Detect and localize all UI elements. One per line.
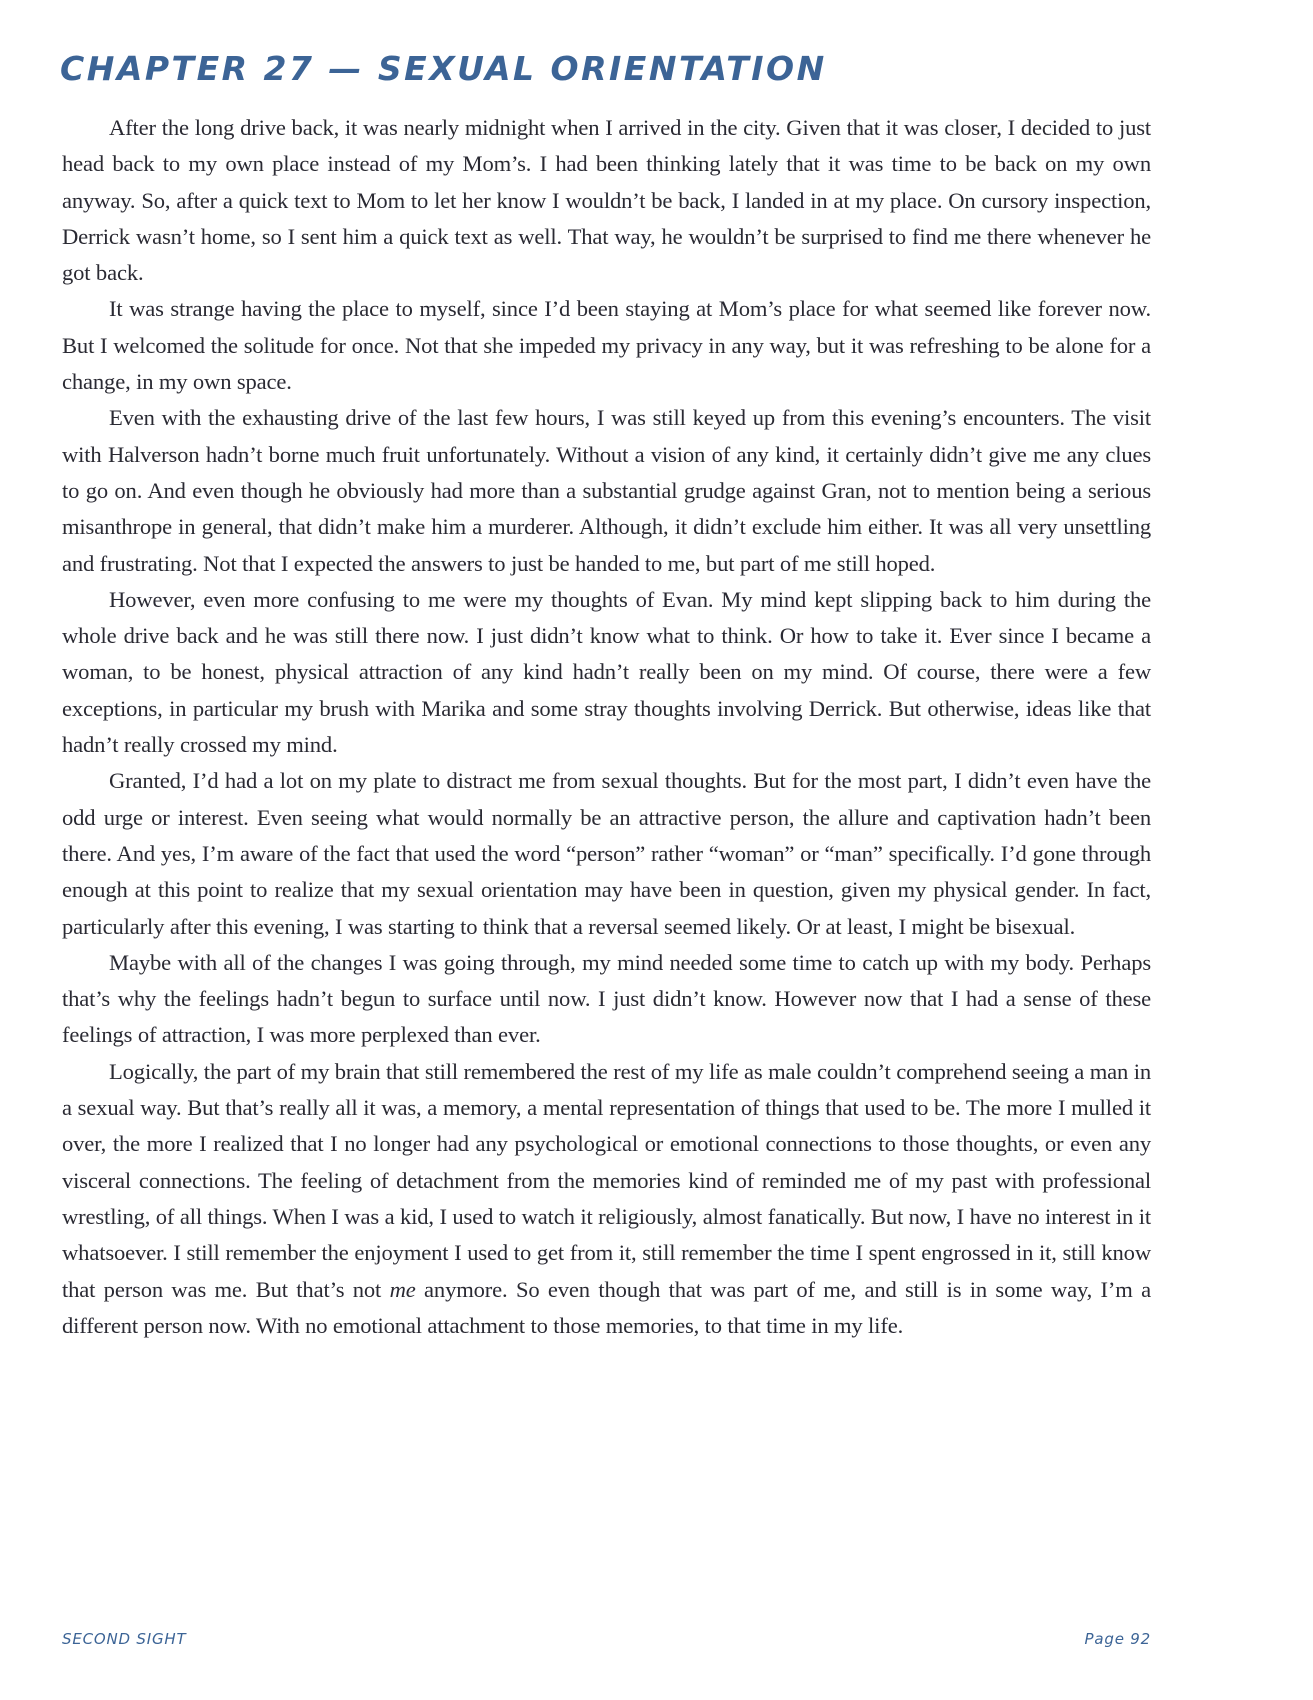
paragraph: Even with the exhausting drive of the last few hours, I was still keyed up from this evening’s encounters. The visit with Halverson hadn’t borne much fruit unfortunately. Without a vision of any kind, it certainly didn’t give me any clues to go on. And even though he obviously had more than a substantial grudge against Gran, not to mention being a serious misanthrope in general, that didn’t make him a murderer. Although, it didn’t exclude him either. It was all very unsettling and frustrating. Not that I expected the answers to just be handed to me, but part of me still hoped.: [62, 405, 1151, 576]
paragraph: After the long drive back, it was nearly midnight when I arrived in the city. Given that it was closer, I decided to just head back to my own place instead of my Mom’s. I had been thinking lately that it was time to be back on my own anyway. So, after a quick text to Mom to let her know I wouldn’t be back, I landed in at my place. On cursory inspection, Derrick wasn’t home, so I sent him a quick text as well. That way, he wouldn’t be surprised to find me there whenever he got back.: [62, 115, 1151, 286]
footer-page-number: Page 92: [1084, 1630, 1151, 1648]
paragraph: [62, 1054, 1151, 1344]
paragraph-text: anymore. So even though that was part of me, and still is in some way, I’m a different person now. With no emotional attachment to those memories, to that time in my life.: [62, 1276, 1151, 1338]
chapter-body: [62, 110, 1151, 1344]
paragraph: It was strange having the place to myself, since I’d been staying at Mom’s place for what seemed like forever now. But I welcomed the solitude for once. Not that she impeded my privacy in any way, but it was refreshing to be alone for a change, in my own space.: [62, 296, 1151, 395]
paragraph: Granted, I’d had a lot on my plate to distract me from sexual thoughts. But for the most part, I didn’t even have the odd urge or interest. Even seeing what would normally be an attractive person, the allure and captivation hadn’t been there. And yes, I’m aware of the fact that used the word “person” rather “woman” or “man” specifically. I’d gone through enough at this point to realize that my sexual orientation may have been in question, given my physical gender. In fact, particularly after this evening, I was starting to think that a reversal seemed likely. Or at least, I might be bisexual.: [62, 768, 1151, 939]
chapter-title: CHAPTER 27 — SEXUAL ORIENTATION: [60, 49, 827, 88]
paragraph: Maybe with all of the changes I was going through, my mind needed some time to catch up with my body. Perhaps that’s why the feelings hadn’t begun to surface until now. I just didn’t know. However now that I had a sense of these feelings of attraction, I was more perplexed than ever.: [62, 949, 1151, 1048]
paragraph: However, even more confusing to me were my thoughts of Evan. My mind kept slipping back to him during the whole drive back and he was still there now. I just didn’t know what to think. Or how to take it. Ever since I became a woman, to be honest, physical attraction of any kind hadn’t really been on my mind. Of course, there were a few exceptions, in particular my brush with Marika and some stray thoughts involving Derrick. But otherwise, ideas like that hadn’t really crossed my mind.: [62, 586, 1151, 758]
footer-book-title: SECOND SIGHT: [62, 1630, 187, 1648]
paragraph-text: Logically, the part of my brain that still remembered the rest of my life as male couldn’t comprehend seeing a man in a sexual way. But that’s really all it was, a memory, a mental representation of things that used to be. The more I mulled it over, the more I realized that I no longer had any psychological or emotional connections to those thoughts, or even any visceral connections. The feeling of detachment from the memories kind of reminded me of my past with professional wrestling, of all things. When I was a kid, I used to watch it religiously, almost fanatically. But now, I have no interest in it whatsoever. I still remember the enjoyment I used to get from it, still remember the time I spent engrossed in it, still know that person was me. But that’s not: [62, 1058, 1151, 1302]
emphasized-word: me: [389, 1276, 416, 1302]
